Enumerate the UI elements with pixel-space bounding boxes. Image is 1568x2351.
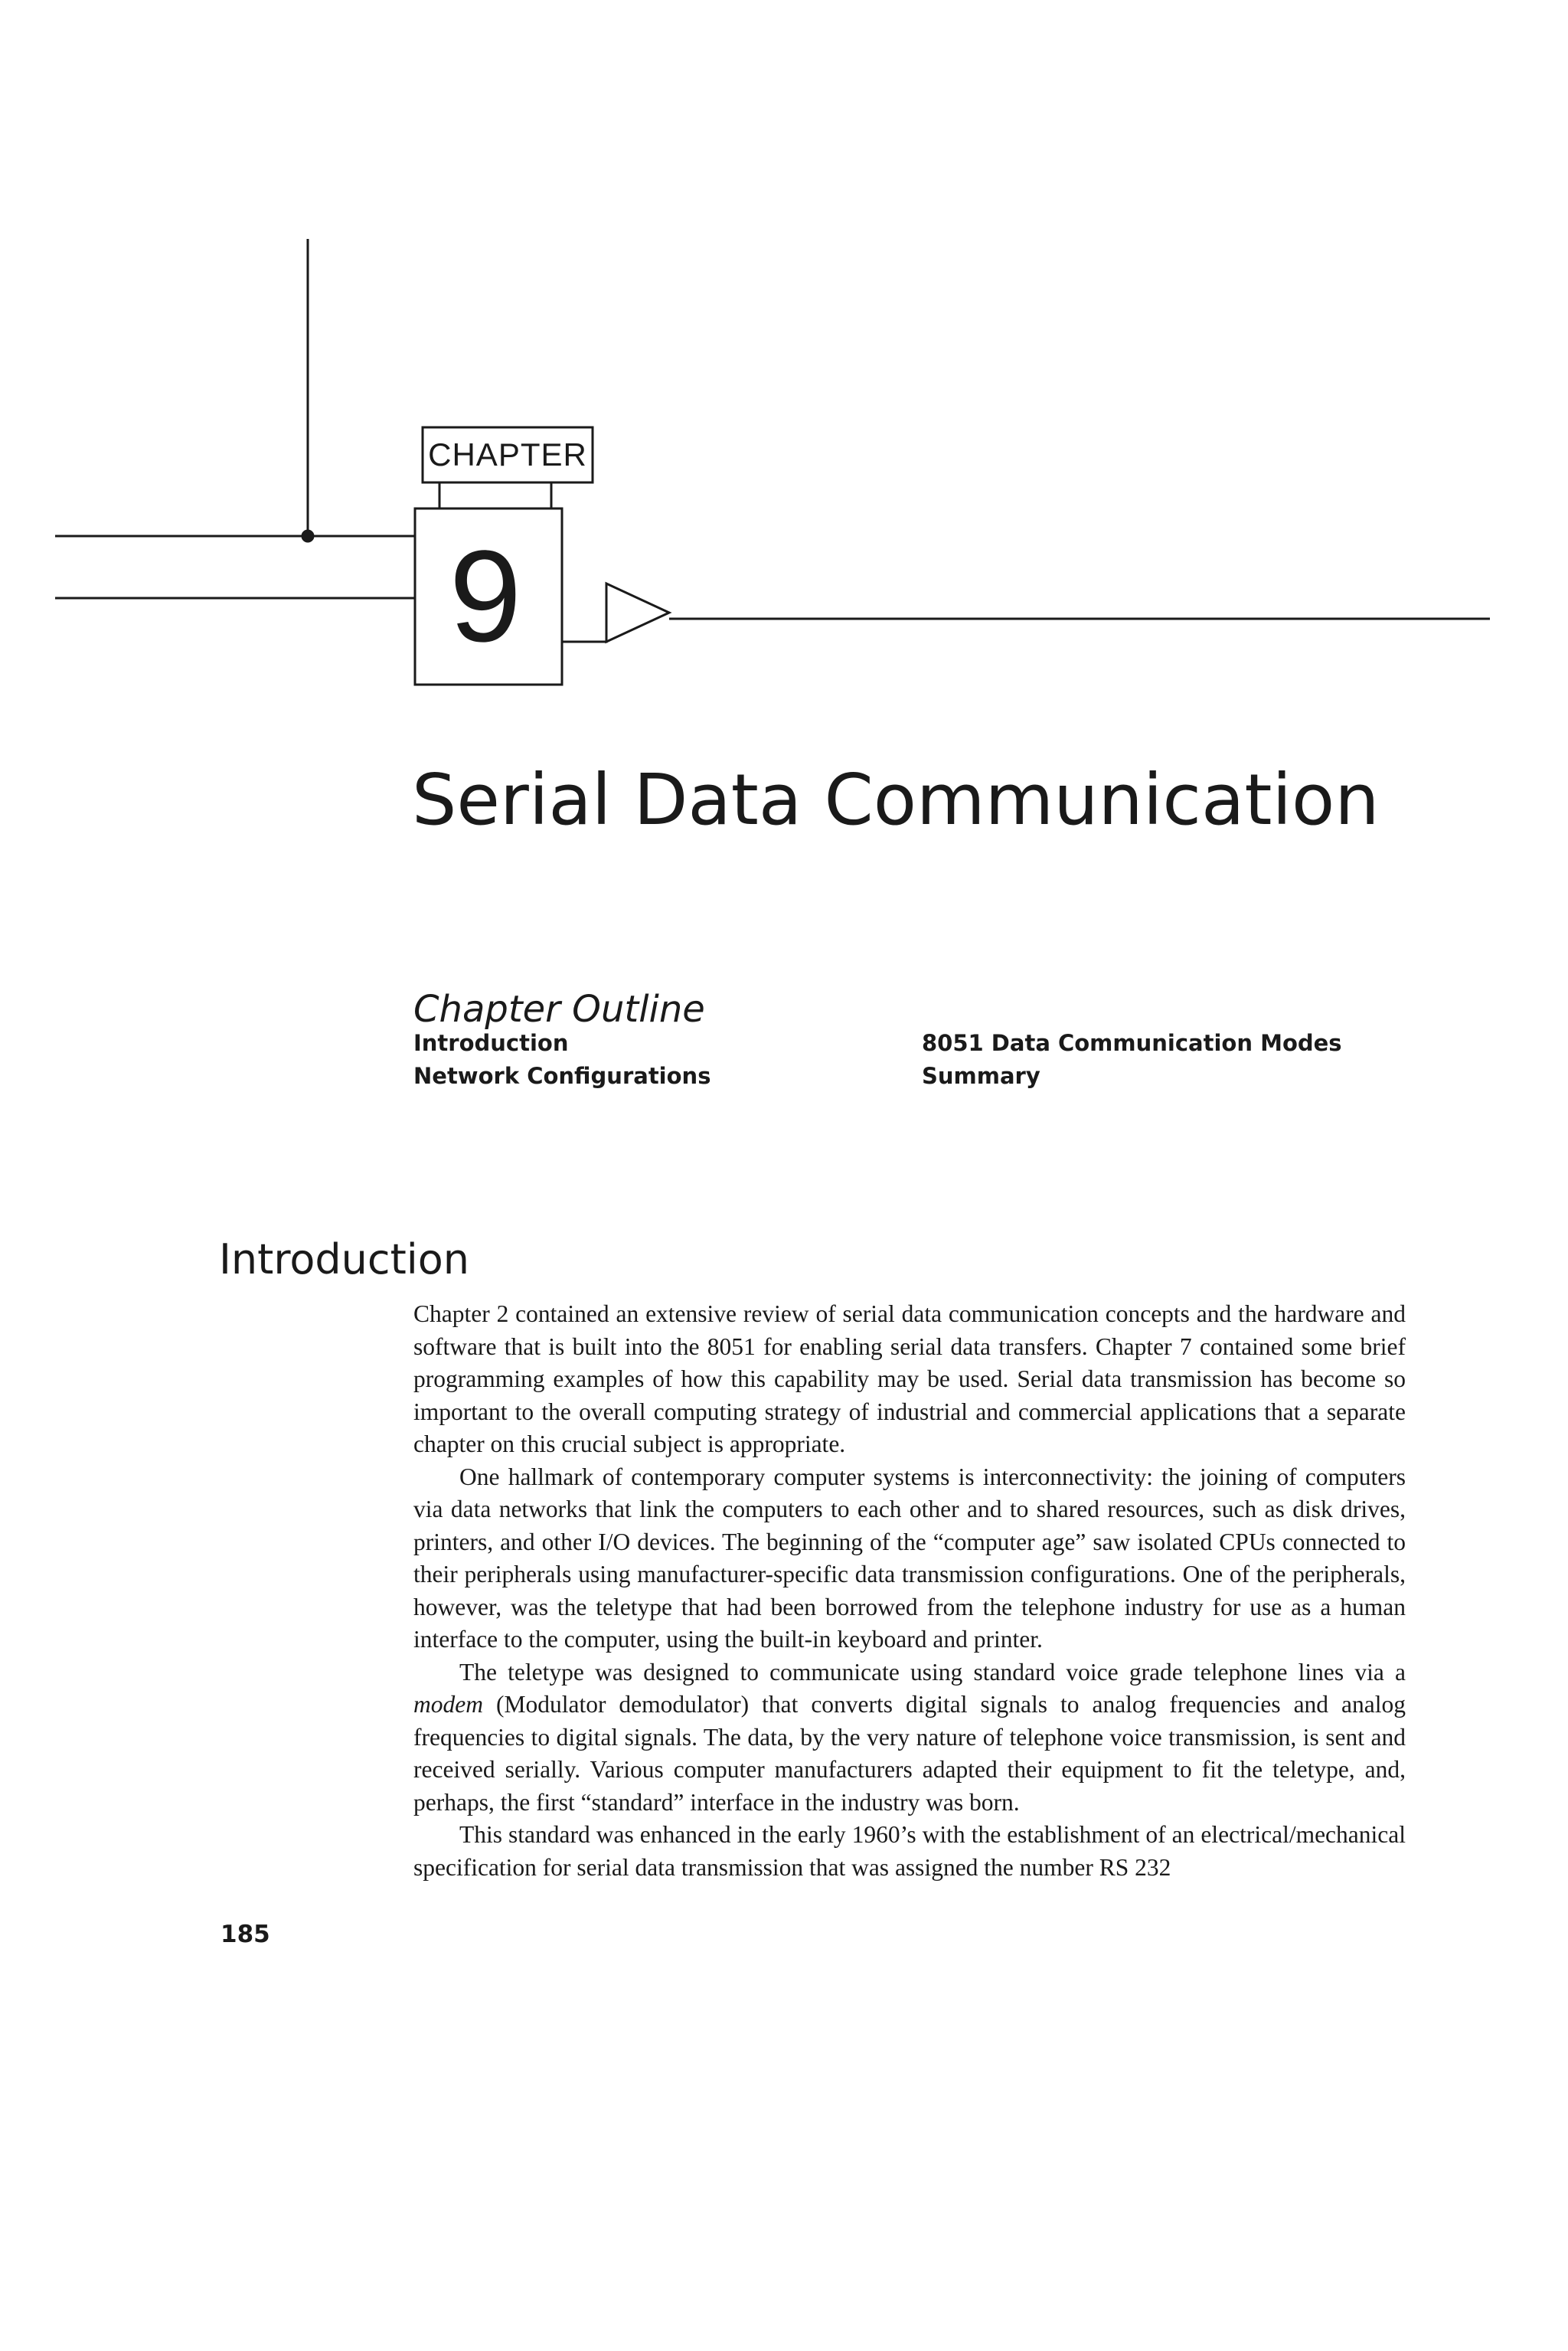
chapter-number: 9 xyxy=(449,524,522,669)
flow-arrow-stem xyxy=(562,613,606,642)
paragraph-3-text-after: (Modulator demodulator) that converts digital signals to analog frequencies and analog frequencies to digital signals. The data, by the very nature of telephone voice transmission, is sent and received serially. Various computer manufacturers adapted their equipment to fit the teletype, and, perhaps, the first “standard” interface in the industry was born. xyxy=(413,1691,1406,1816)
paragraph-1: Chapter 2 contained an extensive review of serial data communication concepts and the hardware and software that is built into the 8051 for enabling serial data transfers. Chapter 7 contained some brief programming examples of how this capability may be used. Serial data transmission has become so important to the overall computing strategy of industrial and commercial applications that a separate chapter on this crucial subject is appropriate. xyxy=(413,1300,1406,1457)
section-heading-introduction: Introduction xyxy=(219,1235,470,1283)
chapter-outline-heading: Chapter Outline xyxy=(413,988,705,1031)
paragraph-2: One hallmark of contemporary computer systems is interconnectivity: the joining of computers via data networks that link the computers to each other and to shared resources, such as disk drives, printers, and other I/O devices. The beginning of the “computer age” saw isolated CPUs connected to their peripherals using manufacturer-specific data transmission configurations. One of the peripherals, however, was the teletype that had been borrowed from the telephone industry for use as a human interface to the computer, using the built-in keyboard and printer. xyxy=(413,1463,1406,1653)
outline-item-8051-data-communication-modes: 8051 Data Communication Modes xyxy=(922,1030,1342,1056)
introduction-body xyxy=(413,1298,1406,1884)
outline-item-summary: Summary xyxy=(922,1063,1040,1089)
junction-dot xyxy=(302,531,313,541)
paragraph-3-emphasis-modem: modem xyxy=(413,1691,483,1718)
outline-item-network-configurations: Network Configurations xyxy=(413,1063,711,1089)
flow-arrow-head xyxy=(606,584,669,642)
paragraph-3 xyxy=(413,1656,1406,1820)
chapter-label: CHAPTER xyxy=(428,437,587,472)
outline-item-introduction: Introduction xyxy=(413,1030,569,1056)
page-number: 185 xyxy=(220,1921,270,1948)
paragraph-4: This standard was enhanced in the early 1960’s with the establishment of an electrical/mechanical specification for serial data transmission that was assigned the number RS 232 xyxy=(413,1821,1406,1881)
paragraph-3-text-before: The teletype was designed to communicate using standard voice grade telephone lines via a xyxy=(459,1658,1406,1686)
chapter-title: Serial Data Communication xyxy=(412,759,1380,841)
